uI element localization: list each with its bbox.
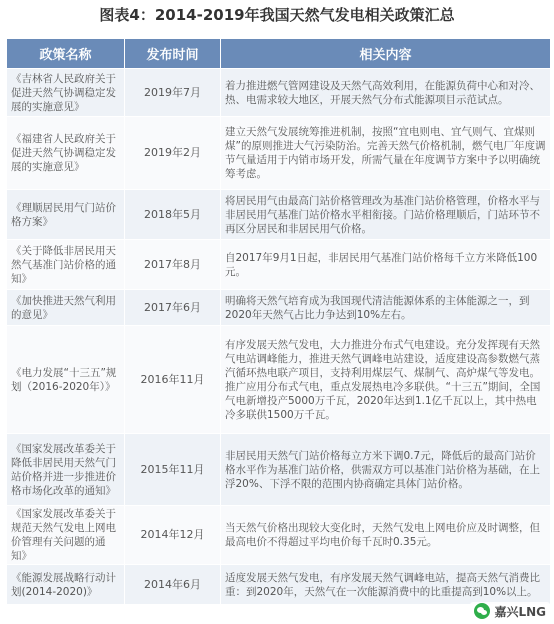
policy-content: 当天然气价格出现较大变化时，天然气发电上网电价应及时调整，但最高电价不得超过平均电价每千瓦时0.35元。 <box>221 506 551 565</box>
table-header-row <box>7 39 551 69</box>
policy-name: 《加快推进天然气利用的意见》 <box>7 290 125 326</box>
policy-content: 非居民用天然气门站价格每立方米下调0.7元，降低后的最高门站价格水平作为基准门站价格，供需双方可以基准门站价格为基础，在上浮20%、下浮不限的范围内协商确定具体门站价格。 <box>221 434 551 506</box>
policy-name: 《能源发展战略行动计划(2014-2020)》 <box>7 565 125 605</box>
table-row <box>7 434 551 506</box>
wechat-icon <box>474 603 490 619</box>
table-row <box>7 506 551 565</box>
header-policy-name: 政策名称 <box>7 39 125 69</box>
release-date: 2016年11月 <box>125 326 221 434</box>
policy-content: 适度发展天然气发电，有序发展天然气调峰电站，提高天然气消费比重：到2020年，天然气在一次能源消费中的比重提高到10%以上。 <box>221 565 551 605</box>
policy-content: 建立天然气发展统筹推进机制，按照“宜电则电、宜气则气、宜煤则煤”的原则推进大气污染防治。完善天然气价格机制，燃气电厂年度调节气量适用于内销市场开发，所需气量在年度调节方案中予以明确统筹考虑。 <box>221 117 551 190</box>
table-row <box>7 290 551 326</box>
header-content: 相关内容 <box>221 39 551 69</box>
policy-name: 《电力发展“十三五”规划（2016-2020年）》 <box>7 326 125 434</box>
release-date: 2019年7月 <box>125 69 221 117</box>
release-date: 2018年5月 <box>125 190 221 240</box>
release-date: 2019年2月 <box>125 117 221 190</box>
policy-name: 《关于降低非居民用天然气基准门站价格的通知》 <box>7 240 125 290</box>
policy-name: 《国家发展改革委关于规范天然气发电上网电价管理有关问题的通知》 <box>7 506 125 565</box>
table-row <box>7 190 551 240</box>
policy-name: 《理顺居民用气门站价格方案》 <box>7 190 125 240</box>
policy-content: 将居民用气由最高门站价格管理改为基准门站价格管理，价格水平与非居民用气基准门站价格水平相衔接。门站价格理顺后，门站环节不再区分居民和非居民用气价格。 <box>221 190 551 240</box>
table-row <box>7 326 551 434</box>
release-date: 2014年12月 <box>125 506 221 565</box>
policy-name: 《国家发展改革委关于降低非居民用天然气门站价格并进一步推进价格市场化改革的通知》 <box>7 434 125 506</box>
policy-content: 明确将天然气培育成为我国现代清洁能源体系的主体能源之一，到2020年天然气占比力争达到10%左右。 <box>221 290 551 326</box>
release-date: 2014年6月 <box>125 565 221 605</box>
release-date: 2017年8月 <box>125 240 221 290</box>
release-date: 2015年11月 <box>125 434 221 506</box>
header-release-date: 发布时间 <box>125 39 221 69</box>
table-row <box>7 117 551 190</box>
watermark-text: 嘉兴LNG <box>494 604 546 619</box>
policy-content: 着力推进燃气管网建设及天然气高效利用，在能源负荷中心和对冷、热、电需求较大地区，开展天然气分布式能源项目示范试点。 <box>221 69 551 117</box>
page-title: 图表4：2014-2019年我国天然气发电相关政策汇总 <box>99 6 455 24</box>
release-date: 2017年6月 <box>125 290 221 326</box>
policy-content: 自2017年9月1日起，非居民用气基准门站价格每千立方米降低100元。 <box>221 240 551 290</box>
table-row <box>7 565 551 605</box>
policy-table <box>6 38 551 605</box>
policy-name: 《福建省人民政府关于促进天然气协调稳定发展的实施意见》 <box>7 117 125 190</box>
policy-content: 有序发展天然气发电，大力推进分布式气电建设。充分发挥现有天然气电站调峰能力，推进天然气调峰电站建设，适度建设高参数燃气蒸汽循环热电联产项目，支持利用煤层气、煤制气、高炉煤气等发电。推广应用分布式气电，重点发展热电冷多联供。“十三五”期间，全国气电新增投产5000万千瓦，2020年达到1.1亿千瓦以上，其中热电冷多联供1500万千瓦。 <box>221 326 551 434</box>
policy-name: 《吉林省人民政府关于促进天然气协调稳定发展的实施意见》 <box>7 69 125 117</box>
wechat-watermark <box>470 602 550 620</box>
table-row <box>7 240 551 290</box>
table-row <box>7 69 551 117</box>
